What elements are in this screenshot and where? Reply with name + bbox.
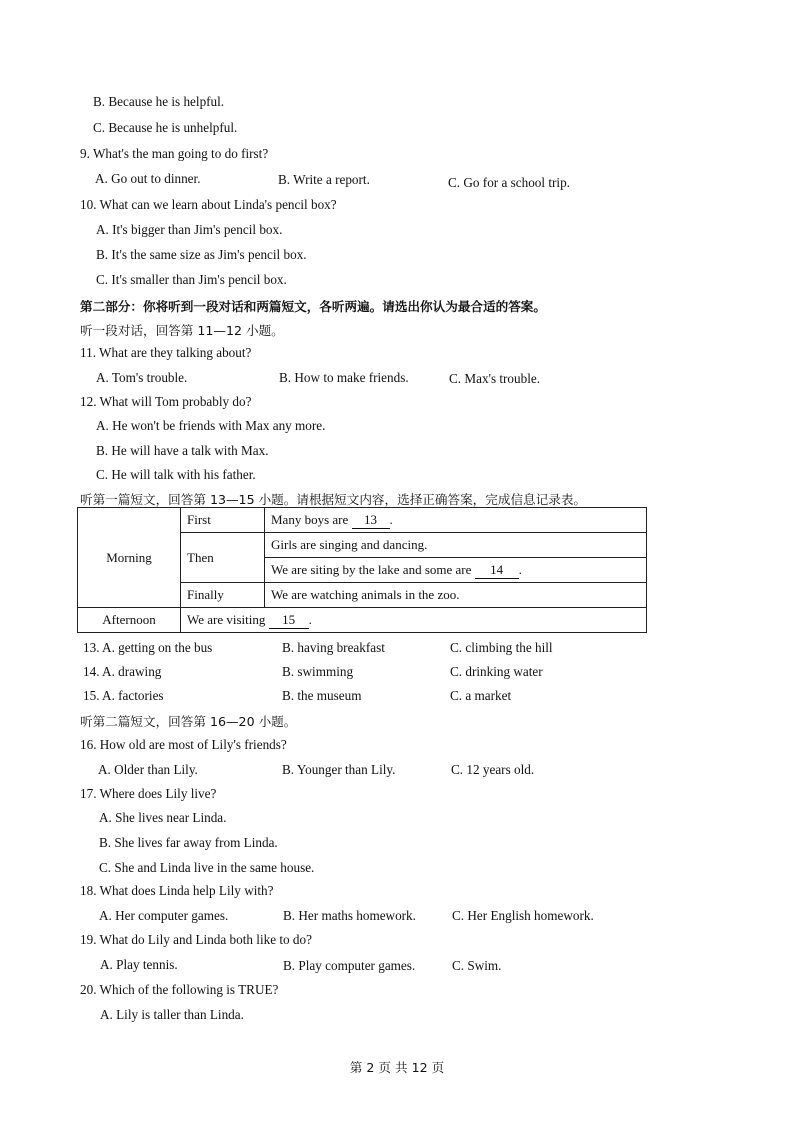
q17-option-b: B. She lives far away from Linda. bbox=[99, 835, 278, 850]
q11-question: 11. What are they talking about? bbox=[80, 345, 252, 360]
q19-option-b: B. Play computer games. bbox=[283, 958, 416, 973]
afternoon-label: Afternoon bbox=[78, 608, 181, 633]
q9-question: 9. What's the man going to do first? bbox=[80, 146, 269, 161]
q16-option-a: A. Older than Lily. bbox=[98, 762, 198, 777]
q11-option-b: B. How to make friends. bbox=[279, 370, 409, 385]
q15-option-a: 15. A. factories bbox=[83, 688, 164, 703]
q17-option-c: C. She and Linda live in the same house. bbox=[99, 860, 315, 875]
q17-option-a: A. She lives near Linda. bbox=[99, 810, 227, 825]
period: . bbox=[308, 611, 312, 627]
q11-option-c: C. Max's trouble. bbox=[449, 371, 541, 386]
dialog-instruction: 听一段对话，回答第 11—12 小题。 bbox=[80, 323, 284, 338]
finally-label: Finally bbox=[181, 583, 265, 608]
q8-option-b: B. Because he is helpful. bbox=[93, 94, 225, 109]
q15-option-b: B. the museum bbox=[282, 688, 362, 703]
q14-option-b: B. swimming bbox=[282, 664, 354, 679]
page-number-footer: 第 2 页 共 12 页 bbox=[349, 1060, 445, 1075]
passage-one-instruction: 听第一篇短文，回答第 13—15 小题。请根据短文内容，选择正确答案，完成信息记录表。 bbox=[80, 492, 587, 507]
q18-option-b: B. Her maths homework. bbox=[283, 908, 416, 923]
then-cell-2 bbox=[265, 558, 647, 583]
q16-question: 16. How old are most of Lily's friends? bbox=[80, 737, 287, 752]
q13-option-b: B. having breakfast bbox=[282, 640, 385, 655]
passage-two-instruction: 听第二篇短文，回答第 16—20 小题。 bbox=[80, 714, 297, 729]
period: . bbox=[389, 511, 393, 527]
finally-text: We are watching animals in the zoo. bbox=[265, 583, 647, 608]
first-label: First bbox=[181, 508, 265, 533]
q14-option-a: 14. A. drawing bbox=[83, 664, 162, 679]
then-text-1: Girls are singing and dancing. bbox=[265, 533, 647, 558]
first-cell bbox=[265, 508, 647, 533]
q8-option-c: C. Because he is unhelpful. bbox=[93, 120, 238, 135]
q20-question: 20. Which of the following is TRUE? bbox=[80, 982, 279, 997]
q18-option-c: C. Her English homework. bbox=[452, 908, 594, 923]
q15-option-c: C. a market bbox=[450, 688, 512, 703]
period: . bbox=[518, 561, 522, 577]
q12-option-b: B. He will have a talk with Max. bbox=[96, 443, 269, 458]
afternoon-cell bbox=[181, 608, 647, 633]
blank-15: 15 bbox=[269, 612, 309, 629]
blank-14: 14 bbox=[475, 562, 519, 579]
q16-option-b: B. Younger than Lily. bbox=[282, 762, 396, 777]
q10-option-a: A. It's bigger than Jim's pencil box. bbox=[96, 222, 283, 237]
q13-option-c: C. climbing the hill bbox=[450, 640, 553, 655]
q19-option-a: A. Play tennis. bbox=[100, 957, 178, 972]
q12-option-a: A. He won't be friends with Max any more. bbox=[96, 418, 326, 433]
q12-question: 12. What will Tom probably do? bbox=[80, 394, 252, 409]
q14-option-c: C. drinking water bbox=[450, 664, 543, 679]
q11-option-a: A. Tom's trouble. bbox=[96, 370, 188, 385]
q10-option-b: B. It's the same size as Jim's pencil box. bbox=[96, 247, 307, 262]
q13-option-a: 13. A. getting on the bus bbox=[83, 640, 213, 655]
q16-option-c: C. 12 years old. bbox=[451, 762, 535, 777]
then-text-2: We are siting by the lake and some are bbox=[271, 561, 472, 577]
morning-label: Morning bbox=[78, 508, 181, 608]
q10-option-c: C. It's smaller than Jim's pencil box. bbox=[96, 272, 287, 287]
q19-option-c: C. Swim. bbox=[452, 958, 502, 973]
q9-option-c: C. Go for a school trip. bbox=[448, 175, 570, 190]
q18-option-a: A. Her computer games. bbox=[99, 908, 229, 923]
information-record-table bbox=[77, 507, 647, 633]
afternoon-text: We are visiting bbox=[187, 611, 266, 627]
q9-option-a: A. Go out to dinner. bbox=[95, 171, 201, 186]
blank-13: 13 bbox=[352, 512, 390, 529]
q10-question: 10. What can we learn about Linda's pencil box? bbox=[80, 197, 337, 212]
first-text: Many boys are bbox=[271, 511, 349, 527]
then-label: Then bbox=[181, 533, 265, 583]
q18-question: 18. What does Linda help Lily with? bbox=[80, 883, 274, 898]
q12-option-c: C. He will talk with his father. bbox=[96, 467, 256, 482]
q20-option-a: A. Lily is taller than Linda. bbox=[100, 1007, 244, 1022]
part-two-heading: 第二部分：你将听到一段对话和两篇短文，各听两遍。请选出你认为最合适的答案。 bbox=[80, 299, 546, 314]
q9-option-b: B. Write a report. bbox=[278, 172, 370, 187]
q19-question: 19. What do Lily and Linda both like to do? bbox=[80, 932, 312, 947]
q17-question: 17. Where does Lily live? bbox=[80, 786, 217, 801]
